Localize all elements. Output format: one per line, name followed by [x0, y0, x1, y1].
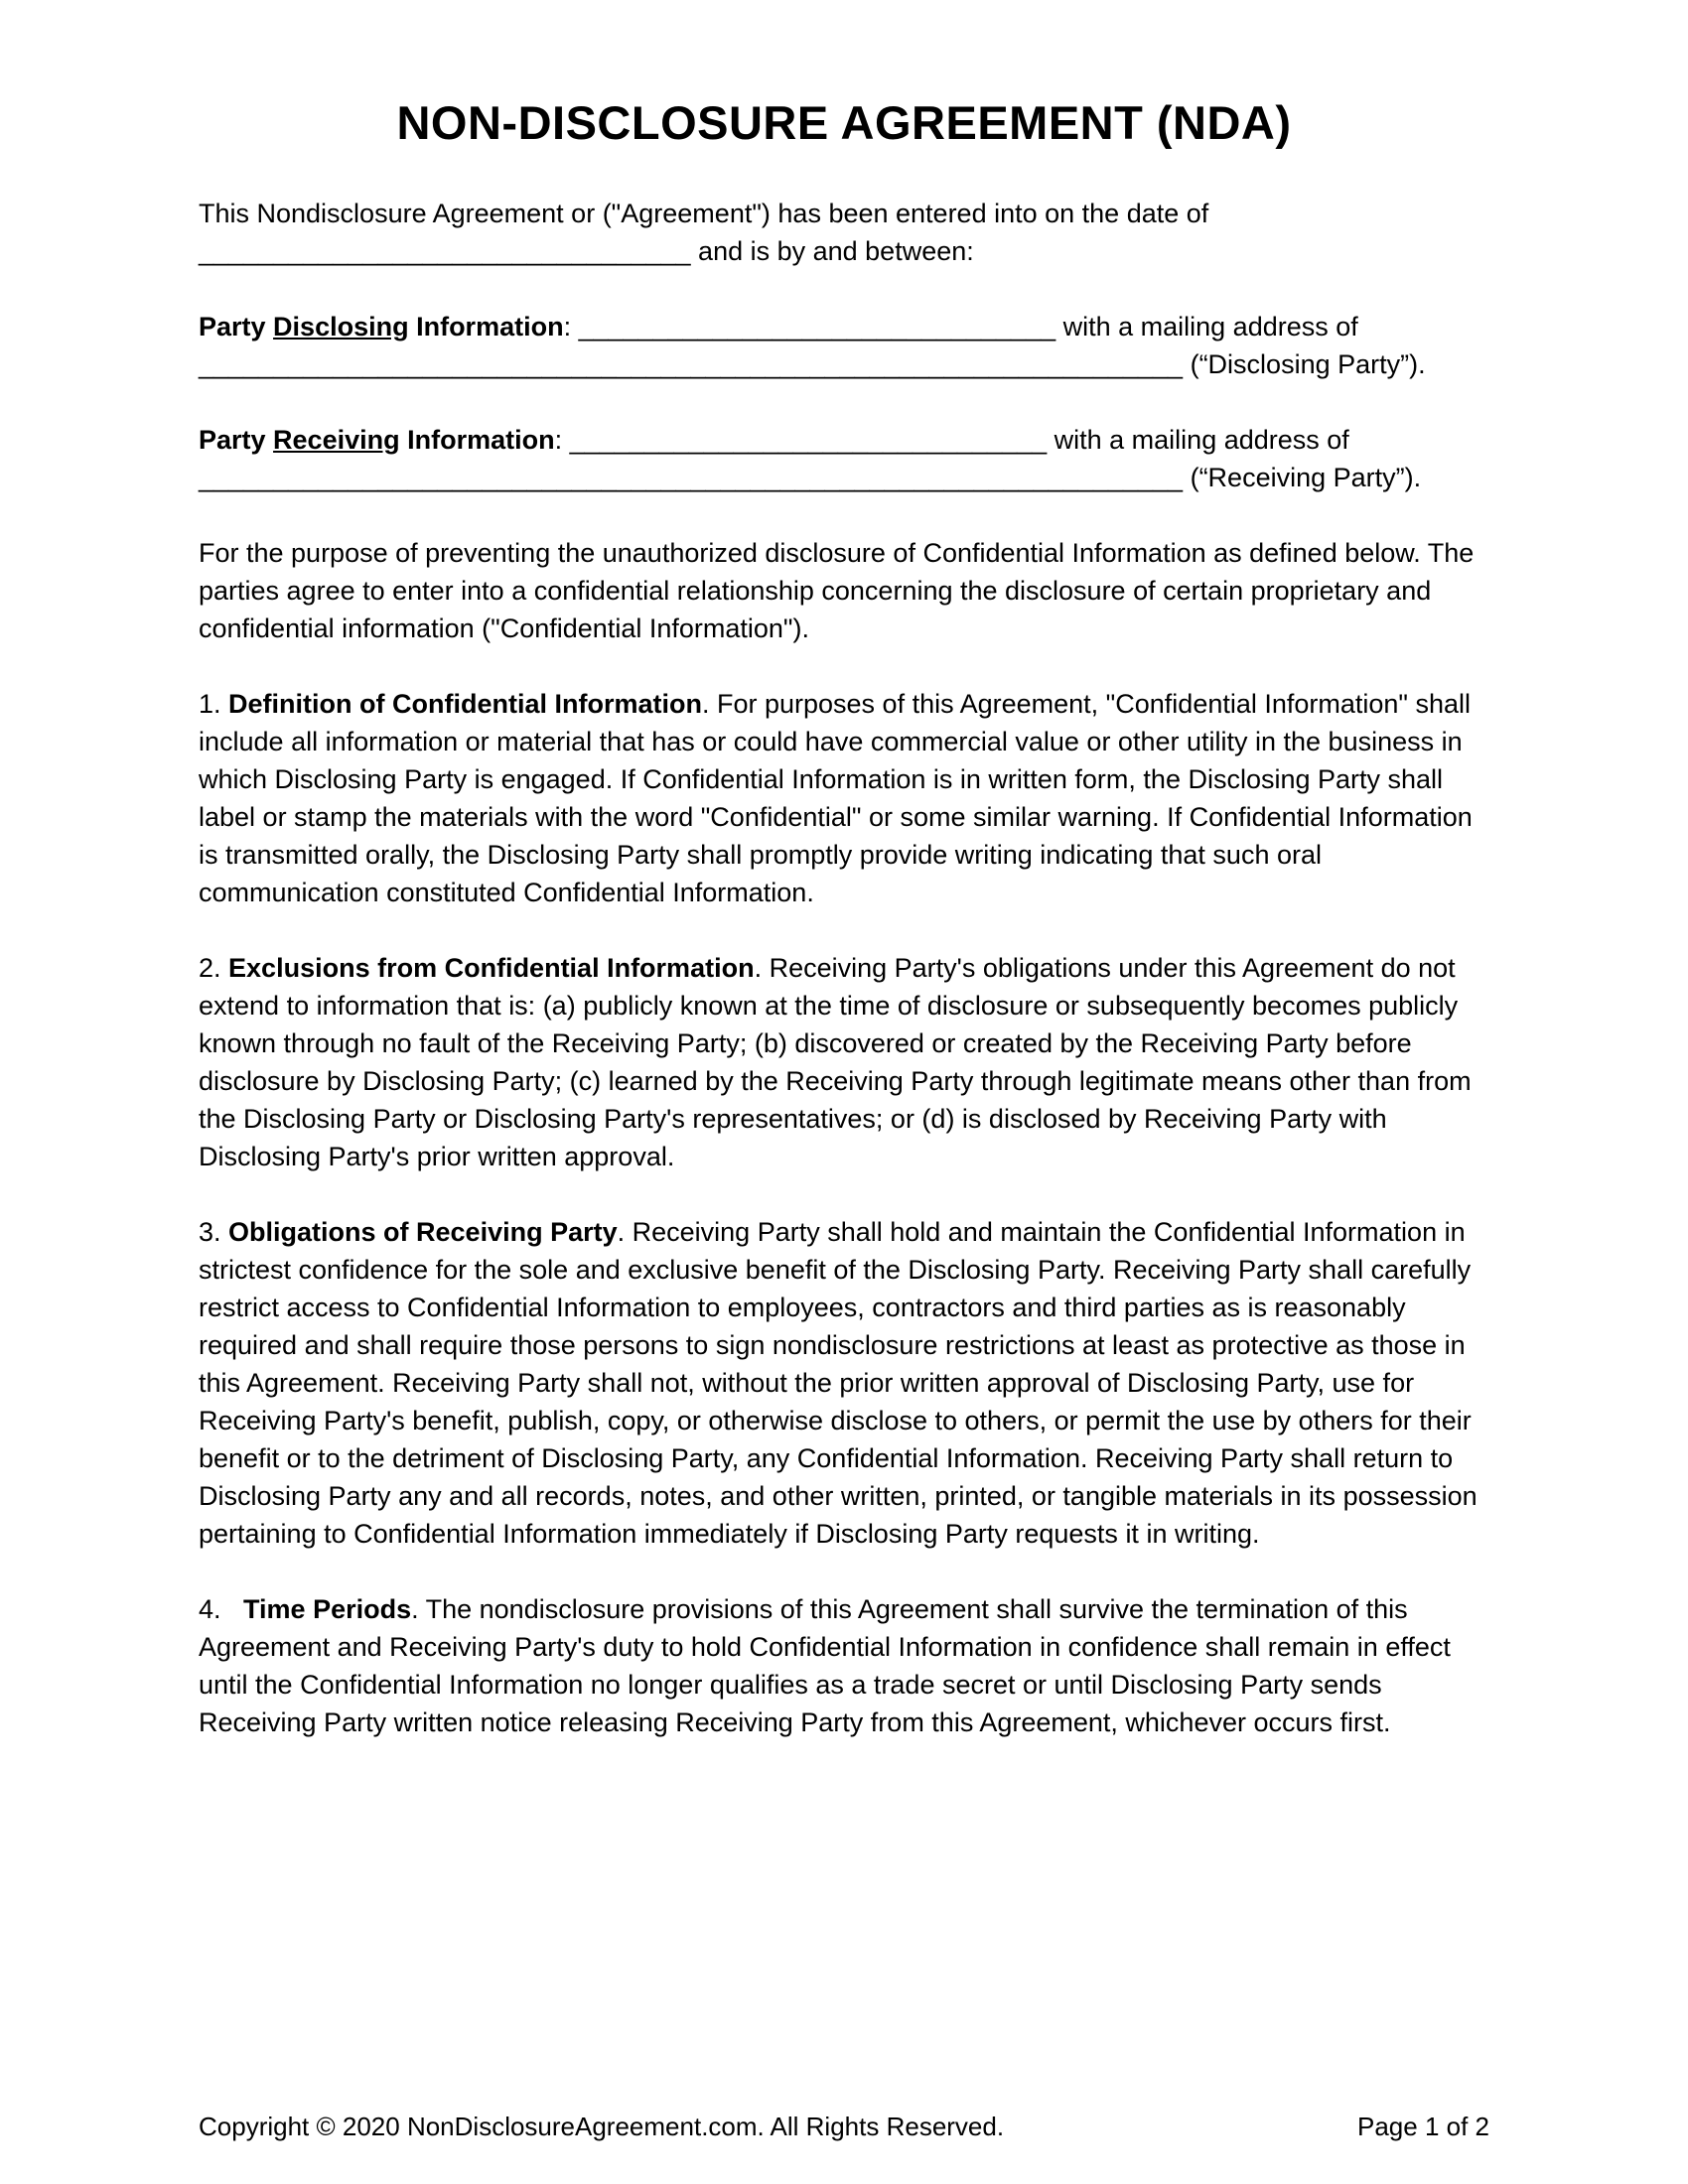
section-4-heading: Time Periods: [243, 1594, 412, 1624]
party-receiving-label-prefix: Party: [199, 425, 274, 455]
intro-paragraph: [199, 195, 1489, 270]
section-3-obligations: [199, 1213, 1489, 1553]
section-2-number: 2.: [199, 953, 229, 983]
section-3-body: . Receiving Party shall hold and maintain the Confidential Information in strictest confidence for the sole and exclusive benefit of the Disclosing Party. Receiving Party shall carefully restrict access to Confidential Information to employees, contractors and third parties as is reasonably required and shall require those persons to sign nondisclosure restrictions at least as protective as those in this Agreement. Receiving Party shall not, without the prior written approval of Disclosing Party, use for Receiving Party's benefit, publish, copy, or otherwise disclose to others, or permit the use by others for their benefit or to the detriment of Disclosing Party, any Confidential Information. Receiving Party shall return to Disclosing Party any and all records, notes, and other written, printed, or tangible materials in its possession pertaining to Confidential Information immediately if Disclosing Party requests it in writing.: [199, 1217, 1477, 1549]
party-disclosing-name-blank-line: ________________________________: [578, 312, 1056, 341]
section-1-heading: Definition of Confidential Information: [228, 689, 702, 719]
party-disclosing-mid-text: with a mailing address of: [1055, 312, 1358, 341]
page-number: Page 1 of 2: [1357, 2112, 1489, 2141]
section-1-number: 1.: [199, 689, 229, 719]
section-3-number: 3.: [199, 1217, 229, 1247]
intro-text: This Nondisclosure Agreement or ("Agreement") has been entered into on the date of: [199, 199, 1209, 228]
party-disclosing-tail-text: (“Disclosing Party”).: [1183, 349, 1426, 379]
section-2-exclusions: [199, 949, 1489, 1175]
section-2-heading: Exclusions from Confidential Information: [228, 953, 755, 983]
section-4-body: . The nondisclosure provisions of this Agreement shall survive the termination of this Agreement and Receiving Party's duty to hold Confidential Information in confidence shall remain in effect until the Confidential Information no longer qualifies as a trade secret or until Disclosing Party sends Receiving Party written notice releasing Receiving Party from this Agreement, whichever occurs first.: [199, 1594, 1451, 1737]
party-receiving-label-underlined: Receiving: [273, 425, 400, 455]
party-disclosing-label-suffix: Information: [408, 312, 564, 341]
section-4-time-periods: [199, 1590, 1489, 1741]
party-disclosing-label-prefix: Party: [199, 312, 274, 341]
section-1-definition: [199, 685, 1489, 911]
party-disclosing-address-blank-line: __________________________________________________________________: [199, 349, 1184, 379]
party-receiving-mid-text: with a mailing address of: [1047, 425, 1349, 455]
intro-tail-text: and is by and between:: [690, 236, 974, 266]
party-receiving-separator: :: [554, 425, 570, 455]
party-disclosing-label: [199, 312, 564, 341]
page-footer: [199, 2111, 1489, 2142]
party-disclosing-separator: :: [563, 312, 579, 341]
party-receiving-name-blank-line: ________________________________: [569, 425, 1048, 455]
party-receiving-label-suffix: Information: [399, 425, 555, 455]
document-title: NON-DISCLOSURE AGREEMENT (NDA): [396, 96, 1292, 149]
party-receiving-tail-text: (“Receiving Party”).: [1183, 463, 1422, 492]
party-receiving-label: [199, 425, 555, 455]
party-disclosing-paragraph: [199, 308, 1489, 383]
section-4-number: 4.: [199, 1594, 244, 1624]
purpose-paragraph: For the purpose of preventing the unauthorized disclosure of Confidential Information as defined below. The parties agree to enter into a confidential relationship concerning the disclosure of certain proprietary and confidential information ("Confidential Information").: [199, 538, 1475, 643]
party-disclosing-label-underlined: Disclosing: [273, 312, 409, 341]
party-receiving-paragraph: [199, 421, 1489, 496]
party-receiving-address-blank-line: __________________________________________________________________: [199, 463, 1184, 492]
section-3-heading: Obligations of Receiving Party: [228, 1217, 618, 1247]
date-blank-line: _________________________________: [199, 236, 691, 266]
section-1-body: . For purposes of this Agreement, "Confidential Information" shall include all information or material that has or could have commercial value or other utility in the business in which Disclosing Party is engaged. If Confidential Information is in written form, the Disclosing Party shall label or stamp the materials with the word "Confidential" or some similar warning. If Confidential Information is transmitted orally, the Disclosing Party shall promptly provide writing indicating that such oral communication constituted Confidential Information.: [199, 689, 1473, 907]
copyright-text: Copyright © 2020 NonDisclosureAgreement.com. All Rights Reserved.: [199, 2112, 1005, 2141]
section-2-body: . Receiving Party's obligations under this Agreement do not extend to information that is: (a) publicly known at the time of disclosure or subsequently becomes publicly known through no fault of the Receiving Party; (b) discovered or created by the Receiving Party before disclosure by Disclosing Party; (c) learned by the Receiving Party through legitimate means other than from the Disclosing Party or Disclosing Party's representatives; or (d) is disclosed by Receiving Party with Disclosing Party's prior written approval.: [199, 953, 1472, 1171]
